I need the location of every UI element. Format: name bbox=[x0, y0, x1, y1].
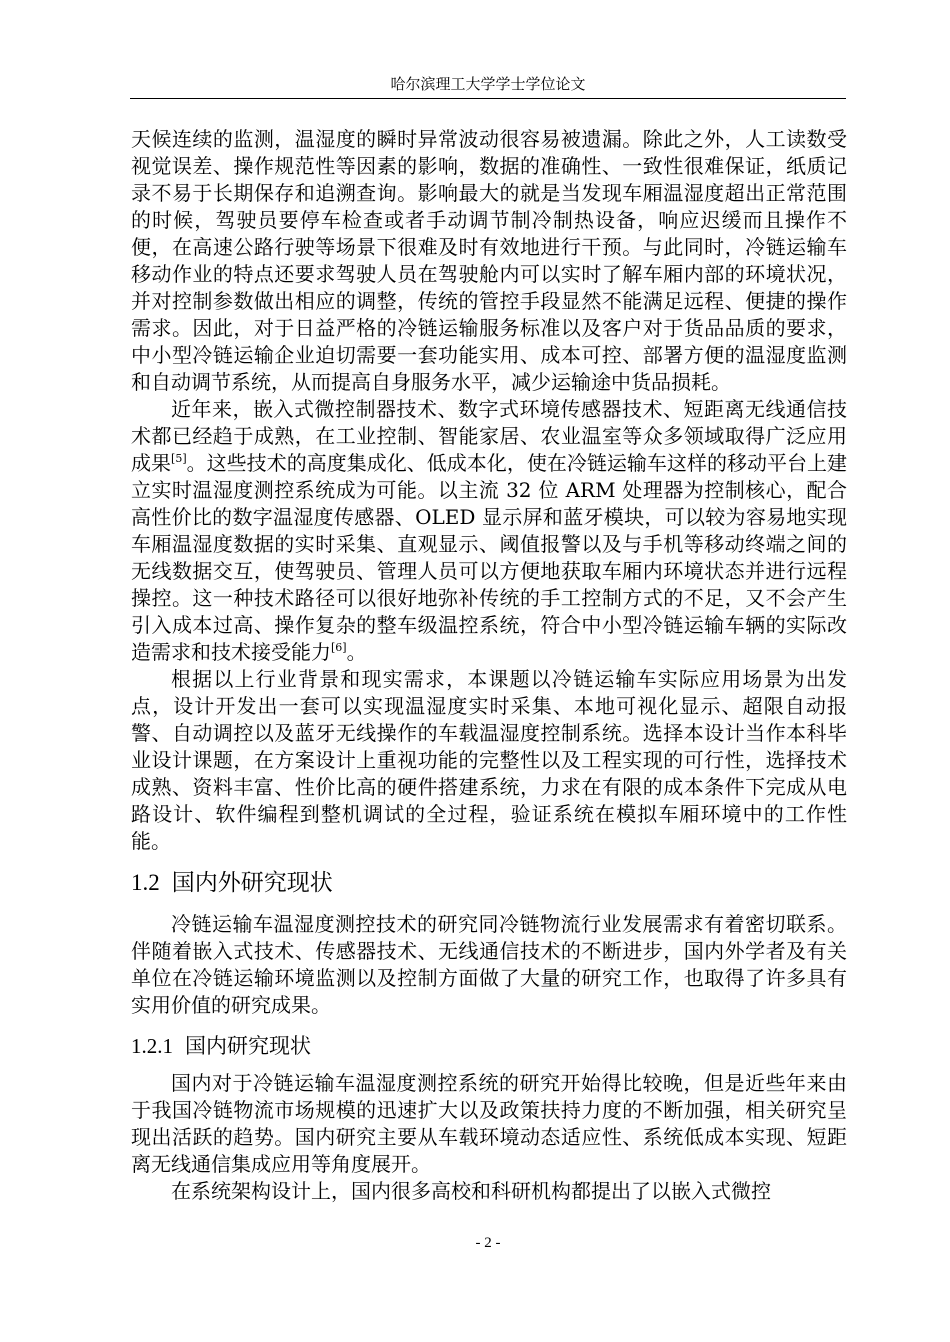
paragraph-domestic-research: 国内对于冷链运输车温湿度测控系统的研究开始得比较晚，但是近些年来由于我国冷链物流市场规模的迅速扩大以及政策扶持力度的不断加强，相关研究呈现出活跃的趋势。国内研究主要从车载环境动态适应性、系统低成本实现、短距离无线通信集成应用等角度展开。 bbox=[131, 1071, 847, 1176]
paragraph-text: 。这些技术的高度集成化、低成本化，使在冷链运输车这样的移动平台上建立实时温湿度测控系统成为可能。以主流 32 位 ARM 处理器为控制核心，配合高性价比的数字温湿度传感器、OLED 显示屏和蓝牙模块，可以较为容易地实现车厢温湿度数据的实时采集、直观显示、阈值报警以及与手机等移动终端之间的无线数据交互，使驾驶员、管理人员可以方便地获取车厢内环境状态并进行远程操控。这一种技术路径可以很好地弥补传统的手工控制方式的不足，又不会产生引入成本过高、操作复杂的整车级温控系统，符合中小型冷链运输车辆的实际改造需求和技术接受能力 bbox=[131, 451, 848, 664]
paragraph-technology bbox=[131, 396, 847, 666]
paragraph-text: 近年来，嵌入式微控制器技术、数字式环境传感器技术、短距离无线通信技术都已经趋于成熟，在工业控制、智能家居、农业温室等众多领域取得广泛应用成果 bbox=[131, 397, 847, 475]
page-number: - 2 - bbox=[475, 1235, 501, 1251]
paragraph-architecture: 在系统架构设计上，国内很多高校和科研机构都提出了以嵌入式微控 bbox=[171, 1179, 771, 1203]
paragraph-continued: 天候连续的监测，温湿度的瞬时异常波动很容易被遗漏。除此之外，人工读数受视觉误差、操作规范性等因素的影响，数据的准确性、一致性很难保证，纸质记录不易于长期保存和追溯查询。影响最大的就是当发现车厢温湿度超出正常范围的时候，驾驶员要停车检查或者手动调节制冷制热设备，响应迟缓而且操作不便，在高速公路行驶等场景下很难及时有效地进行干预。与此同时，冷链运输车移动作业的特点还要求驾驶人员在驾驶舱内可以实时了解车厢内部的环境状况，并对控制参数做出相应的调整，传统的管控手段显然不能满足远程、便捷的操作需求。因此，对于日益严格的冷链运输服务标准以及客户对于货品品质的要求，中小型冷链运输企业迫切需要一套功能实用、成本可控、部署方便的温湿度监测和自动调节系统，从而提高自身服务水平，减少运输途中货品损耗。 bbox=[131, 127, 847, 394]
citation-ref: [6] bbox=[331, 641, 347, 654]
section-title: 国内研究现状 bbox=[185, 1034, 311, 1058]
paragraph-research-overview: 冷链运输车温湿度测控技术的研究同冷链物流行业发展需求有着密切联系。伴随着嵌入式技术、传感器技术、无线通信技术的不断进步，国内外学者及有关单位在冷链运输环境监测以及控制方面做了大量的研究工作，也取得了许多具有实用价值的研究成果。 bbox=[131, 912, 847, 1017]
document-body bbox=[131, 126, 847, 1205]
section-number: 1.2 bbox=[131, 870, 160, 895]
section-title: 国内外研究现状 bbox=[171, 870, 333, 896]
section-number: 1.2.1 bbox=[131, 1034, 173, 1058]
paragraph-motivation: 根据以上行业背景和现实需求，本课题以冷链运输车实际应用场景为出发点，设计开发出一套可以实现温湿度实时采集、本地可视化显示、超限自动报警、自动调控以及蓝牙无线操作的车载温湿度控制系统。选择本设计当作本科毕业设计课题，在方案设计上重视功能的完整性以及工程实现的可行性，选择技术成熟、资料丰富、性价比高的硬件搭建系统，力求在有限的成本条件下完成从电路设计、软件编程到整机调试的全过程，验证系统在模拟车厢环境中的工作性能。 bbox=[131, 667, 847, 853]
running-header: 哈尔滨理工大学学士学位论文 bbox=[390, 75, 586, 93]
paragraph-text: 。 bbox=[346, 640, 367, 664]
citation-ref: [5] bbox=[171, 452, 187, 465]
section-heading-1-2 bbox=[131, 867, 847, 899]
section-heading-1-2-1 bbox=[131, 1031, 847, 1061]
header-rule bbox=[130, 98, 846, 99]
